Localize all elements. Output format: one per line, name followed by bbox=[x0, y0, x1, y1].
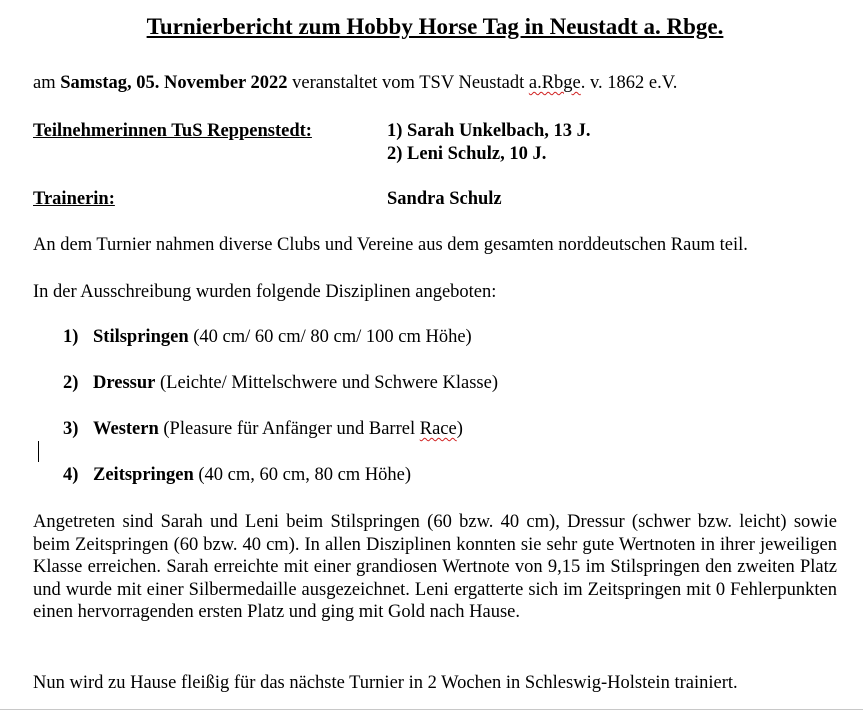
intro-line bbox=[33, 72, 677, 94]
paragraph-outlook: Nun wird zu Hause fleißig für das nächste Turnier in 2 Wochen in Schleswig-Holstein trainiert. bbox=[33, 673, 738, 693]
event-date: Samstag, 05. November 2022 bbox=[60, 73, 288, 93]
list-number: 3) bbox=[63, 419, 79, 439]
paragraph-disciplines-intro: In der Ausschreibung wurden folgende Disziplinen angeboten: bbox=[33, 282, 497, 302]
place-spellcheck-word[interactable]: a.Rbge bbox=[528, 73, 581, 93]
discipline-detail: (Leichte/ Mittelschwere und Schwere Klasse) bbox=[155, 373, 498, 393]
discipline-name: Western bbox=[93, 419, 159, 439]
trainer-label: Trainerin: bbox=[33, 189, 115, 209]
document-title: Turnierbericht zum Hobby Horse Tag in Neustadt a. Rbge. bbox=[146, 14, 724, 39]
trainer-name: Sandra Schulz bbox=[387, 189, 502, 209]
discipline-name: Dressur bbox=[93, 373, 156, 393]
list-number: 2) bbox=[63, 373, 79, 393]
discipline-name: Stilspringen bbox=[93, 327, 189, 347]
discipline-item-2 bbox=[63, 372, 498, 394]
discipline-name: Zeitspringen bbox=[93, 465, 194, 485]
text-cursor bbox=[38, 441, 39, 462]
paragraph-results: Angetreten sind Sarah und Leni beim Stilspringen (60 bzw. 40 cm), Dressur (schwer bzw. leicht) sowie beim Zeitspringen (60 bzw. 40 cm). In allen Disziplinen konnten sie sehr gute Wertnoten in ihrer jeweiligen Klasse erreichen. Sarah erreichte mit einer grandiosen Wertnote von 9,15 im Stilspringen den zweiten Platz und wurde mit einer Silbermedaille ausgezeichnet. Leni ergatterte sich im Zeitspringen mit 0 Fehlerpunkten einen hervorragenden ersten Platz und ging mit Gold nach Hause. bbox=[33, 512, 837, 622]
page-bottom-divider bbox=[0, 709, 863, 710]
participants-label: Teilnehmerinnen TuS Reppenstedt: bbox=[33, 121, 312, 141]
intro-suffix: . v. 1862 e.V. bbox=[580, 73, 678, 93]
discipline-detail: (40 cm/ 60 cm/ 80 cm/ 100 cm Höhe) bbox=[188, 327, 472, 347]
paragraph-clubs: An dem Turnier nahmen diverse Clubs und Vereine aus dem gesamten norddeutschen Raum teil. bbox=[33, 235, 748, 255]
list-number: 1) bbox=[63, 327, 79, 347]
race-spellcheck-word[interactable]: Race bbox=[419, 419, 457, 439]
discipline-detail: (Pleasure für Anfänger und Barrel bbox=[158, 419, 420, 439]
discipline-item-1 bbox=[63, 326, 472, 348]
intro-middle: veranstaltet vom TSV Neustadt bbox=[287, 73, 529, 93]
discipline-detail: (40 cm, 60 cm, 80 cm Höhe) bbox=[193, 465, 412, 485]
participant-1: 1) Sarah Unkelbach, 13 J. bbox=[387, 121, 591, 141]
list-number: 4) bbox=[63, 465, 79, 485]
discipline-item-3 bbox=[63, 418, 463, 440]
discipline-item-4 bbox=[63, 464, 411, 486]
discipline-detail-end: ) bbox=[456, 419, 463, 439]
intro-prefix: am bbox=[33, 73, 61, 93]
participant-2: 2) Leni Schulz, 10 J. bbox=[387, 144, 547, 164]
